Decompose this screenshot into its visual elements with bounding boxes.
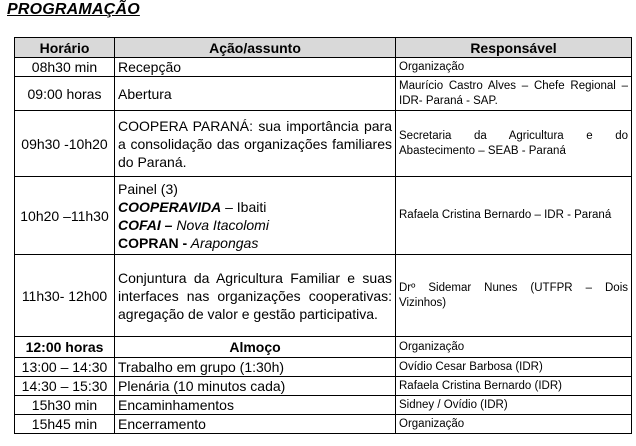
row-responsible: Organização [396, 58, 632, 77]
row-responsible: Organização [396, 415, 632, 434]
header-action: Ação/assunto [115, 38, 396, 58]
coop-place: Arapongas [187, 234, 259, 251]
row-responsible: Drº Sidemar Nunes (UTFPR – Dois Vizinhos) [396, 255, 632, 337]
table-row [15, 111, 632, 177]
row-action: Encerramento [115, 415, 396, 434]
panel-title: Painel (3) [118, 180, 178, 197]
row-action: Encaminhamentos [115, 396, 396, 415]
row-time: 14:30 – 15:30 [15, 377, 115, 396]
table-row [15, 255, 632, 337]
panel-cell [115, 177, 396, 255]
row-time: 09h30 -10h20 [15, 111, 115, 177]
table-row [15, 177, 632, 255]
panel-coop-3 [118, 234, 392, 252]
row-responsible: Sidney / Ovídio (IDR) [396, 396, 632, 415]
header-time: Horário [15, 38, 115, 58]
row-time: 12:00 horas [15, 337, 115, 358]
row-responsible: Ovídio Cesar Barbosa (IDR) [396, 358, 632, 377]
panel-coop-2 [118, 216, 392, 234]
table-row [15, 396, 632, 415]
row-action: COOPERA PARANÁ: sua importância para a consolidação das organizações familiares do Paraná. [115, 111, 396, 177]
table-row [15, 58, 632, 77]
coop-name: COOPERAVIDA [118, 198, 222, 215]
table-row [15, 358, 632, 377]
row-action: Trabalho em grupo (1:30h) [115, 358, 396, 377]
row-responsible: Maurício Castro Alves – Chefe Regional – IDR- Paraná - SAP. [396, 77, 632, 111]
table-row [15, 377, 632, 396]
row-time: 11h30- 12h00 [15, 255, 115, 337]
row-action: Almoço [115, 337, 396, 358]
row-time: 15h30 min [15, 396, 115, 415]
coop-name: COPRAN - [118, 234, 188, 251]
table-row [15, 415, 632, 434]
page-title: PROGRAMAÇÃO [7, 1, 140, 18]
row-responsible: Rafaela Cristina Bernardo (IDR) [396, 377, 632, 396]
coop-place: Nova Itacolomi [172, 216, 269, 233]
table-row [15, 337, 632, 358]
row-time: 08h30 min [15, 58, 115, 77]
row-action: Conjuntura da Agricultura Familiar e suas interfaces nas organizações cooperativas: agregação de valor e gestão participativa. [115, 255, 396, 337]
table-header-row [15, 38, 632, 58]
row-action: Abertura [115, 77, 396, 111]
row-responsible: Secretaria da Agricultura e do Abastecimento – SEAB - Paraná [396, 111, 632, 177]
row-responsible: Rafaela Cristina Bernardo – IDR - Paraná [396, 177, 632, 255]
row-time: 13:00 – 14:30 [15, 358, 115, 377]
row-time: 09:00 horas [15, 77, 115, 111]
row-time: 10h20 –11h30 [15, 177, 115, 255]
row-action: Plenária (10 minutos cada) [115, 377, 396, 396]
table-row [15, 77, 632, 111]
row-time: 15h45 min [15, 415, 115, 434]
schedule-table [14, 37, 632, 434]
row-responsible: Organização [396, 337, 632, 358]
coop-name: COFAI – [118, 216, 173, 233]
header-responsible: Responsável [396, 38, 632, 58]
panel-coop-1 [118, 198, 392, 216]
coop-place: – Ibaiti [221, 198, 267, 215]
row-action: Recepção [115, 58, 396, 77]
